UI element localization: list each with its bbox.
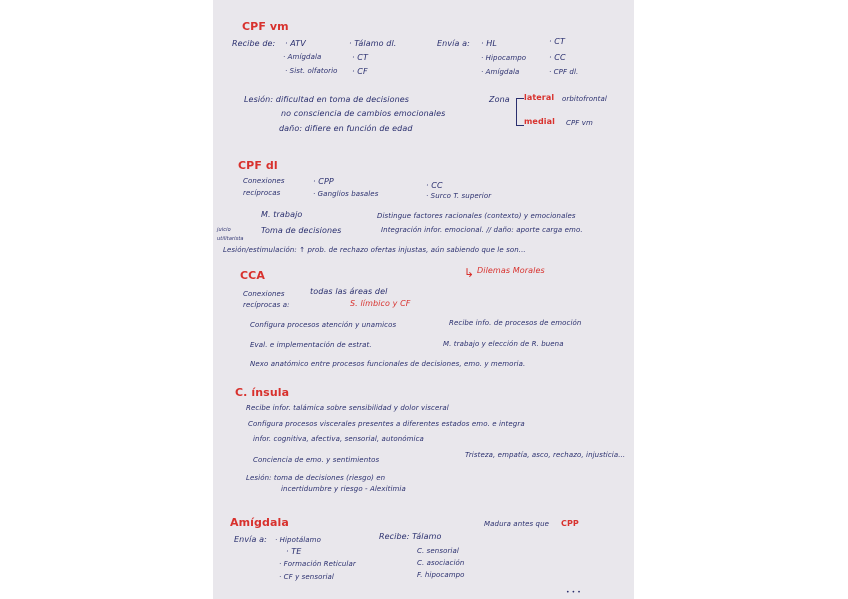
insula-lesion: Lesión: toma de decisiones (riesgo) en — [246, 474, 386, 482]
section-title-cpfvm: CPF vm — [242, 20, 289, 33]
lesion-line: no consciencia de cambios emocionales — [281, 109, 446, 118]
zona-lateral: lateral — [524, 93, 555, 102]
recibe-item: · Amígdala — [283, 53, 322, 61]
insula-line: Configura procesos viscerales presentes a diferentes estados emo. e integra — [248, 420, 525, 428]
madura-text: Madura antes que — [484, 520, 550, 528]
zona-medial: medial — [524, 117, 555, 126]
footer-mark: • • • — [566, 589, 581, 596]
cca-line: Nexo anatómico entre procesos funcionales de decisiones, emo. y memoria. — [250, 360, 526, 368]
zona-medial-desc: CPF vm — [566, 119, 593, 127]
conexion-item: · CPP — [313, 177, 334, 186]
cca-line: Recibe info. de procesos de emoción — [449, 319, 582, 327]
madura-cpp: CPP — [561, 519, 579, 528]
conexiones-label: Conexiones — [243, 290, 285, 298]
cca-areas: todas las áreas del — [310, 287, 388, 296]
recibe-item: · CF — [352, 67, 368, 76]
envia-item: · Hipocampo — [481, 54, 527, 62]
zona-label: Zona — [489, 95, 510, 104]
amigdala-recibe-item: C. asociación — [417, 559, 465, 567]
notebook-page — [213, 0, 634, 599]
zona-lateral-desc: orbitofrontal — [562, 95, 607, 103]
cca-line: Eval. e implementación de estrat. — [250, 341, 372, 349]
section-title-cca: CCA — [240, 269, 265, 282]
distingue-text: Distingue factores racionales (contexto) y emocionales — [377, 212, 576, 220]
amigdala-envia-item: · TE — [286, 547, 302, 556]
lesion-stim-line: Lesión/estimulación: ↑ prob. de rechazo ofertas injustas, aún sabiendo que le son... — [223, 246, 526, 254]
insula-line: Recibe infor. talámica sobre sensibilidad y dolor visceral — [246, 404, 449, 412]
section-title-amigdala: Amígdala — [230, 516, 289, 529]
envia-item: · CPF dl. — [549, 68, 579, 76]
dilemas-morales: Dilemas Morales — [477, 266, 545, 275]
integracion-text: Integración infor. emocional. // daño: aporte carga emo. — [381, 226, 583, 234]
conexion-item: · Surco T. superior — [426, 192, 492, 200]
envia-item: · CC — [549, 53, 566, 62]
conexiones-label: recíprocas — [243, 189, 281, 197]
cca-areas-red: S. límbico y CF — [350, 299, 411, 308]
margin-note: juicio — [217, 227, 231, 233]
recibe-label: Recibe de: — [232, 39, 276, 48]
lesion-line: daño: difiere en función de edad — [279, 124, 413, 133]
amigdala-envia-item: · Formación Reticular — [279, 560, 356, 568]
cpfdl-item: M. trabajo — [261, 210, 303, 219]
margin-note: utilitarista — [217, 236, 244, 242]
section-title-cpfdl: CPF dl — [238, 159, 278, 172]
recibe-item: · Sist. olfatorio — [285, 67, 338, 75]
insula-lesion: incertidumbre y riesgo - Alexitimia — [281, 485, 406, 493]
recibe-item: · ATV — [285, 39, 306, 48]
insula-line: Conciencia de emo. y sentimientos — [253, 456, 380, 464]
cpfdl-item: Toma de decisiones — [261, 226, 342, 235]
amigdala-recibe-label: Recibe: Tálamo — [379, 532, 442, 541]
amigdala-recibe-item: C. sensorial — [417, 547, 459, 555]
conexiones-label: Conexiones — [243, 177, 285, 185]
amigdala-envia-item: · CF y sensorial — [279, 573, 334, 581]
cca-line: Configura procesos atención y unamicos — [250, 321, 397, 329]
section-title-insula: C. ínsula — [235, 386, 290, 399]
envia-label: Envía a: — [234, 535, 267, 544]
recibe-item: · Tálamo dl. — [349, 39, 397, 48]
envia-item: · CT — [549, 37, 565, 46]
envia-item: · HL — [481, 39, 497, 48]
amigdala-recibe-item: F. hipocampo — [417, 571, 465, 579]
envia-label: Envía a: — [437, 39, 470, 48]
insula-line: Tristeza, empatía, asco, rechazo, injusticia... — [465, 451, 626, 459]
envia-item: · Amígdala — [481, 68, 520, 76]
insula-line: infor. cognitiva, afectiva, sensorial, autonómica — [253, 435, 424, 443]
cca-line: M. trabajo y elección de R. buena — [443, 340, 564, 348]
recibe-item: · CT — [352, 53, 368, 62]
lesion-line: Lesión: dificultad en toma de decisiones — [244, 95, 410, 104]
arrow-icon: ↳ — [464, 266, 475, 280]
conexion-item: · Ganglios basales — [313, 190, 379, 198]
conexiones-label: recíprocas a: — [243, 301, 290, 309]
zona-brace — [516, 98, 524, 126]
conexion-item: · CC — [426, 181, 443, 190]
amigdala-envia-item: · Hipotálamo — [275, 536, 321, 544]
